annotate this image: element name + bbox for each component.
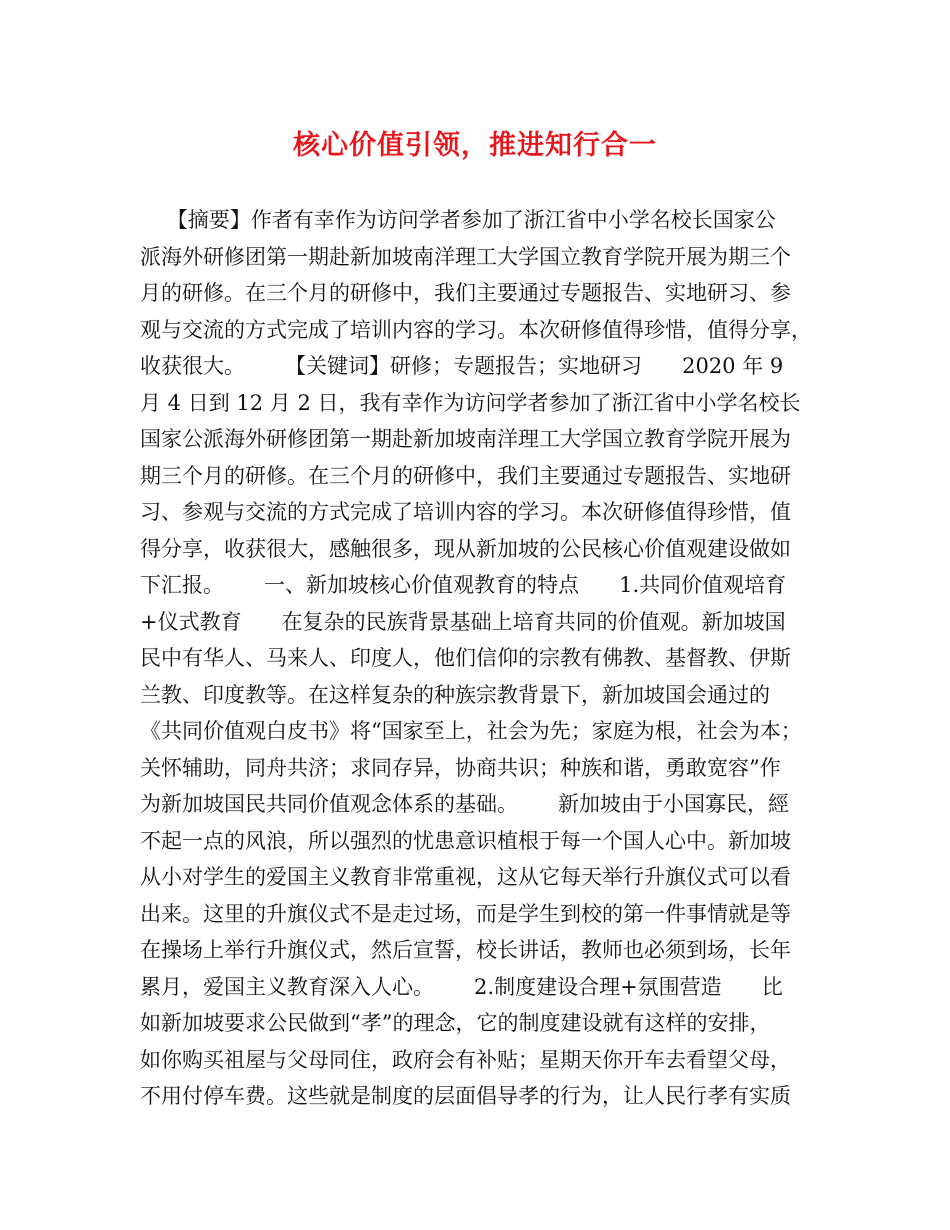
body-line: 观与交流的方式完成了培训内容的学习。本次研修值得珍惜，值得分享，: [140, 317, 812, 342]
body-line: 如你购买祖屋与父母同住，政府会有补贴；星期天你开车去看望父母，: [140, 1047, 791, 1072]
body-line: 不起一点的风浪，所以强烈的忧患意识植根于每一个国人心中。新加坡: [140, 828, 791, 853]
body-line: 期三个月的研修。在三个月的研修中，我们主要通过专题报告、实地研: [140, 463, 791, 488]
body-line: 从小对学生的爱国主义教育非常重视，这从它每天举行升旗仪式可以看: [140, 865, 791, 889]
body-line: 月的研修。在三个月的研修中，我们主要通过专题报告、实地研习、参: [140, 281, 791, 305]
document-title: 核心价值引领，推进知行合一: [293, 130, 657, 161]
body-line: 出来。这里的升旗仪式不是走过场，而是学生到校的第一件事情就是等: [140, 901, 791, 926]
body-line: 收获很大。 【关键词】研修；专题报告；实地研习 2020 年 9: [140, 354, 784, 378]
body-line: 在操场上举行升旗仪式，然后宣誓，校长讲话，教师也必须到场，长年: [140, 938, 791, 962]
body-line: 下汇报。 一、新加坡核心价值观教育的特点 1.共同价值观培育: [140, 573, 787, 597]
body-line: 《共同价值观白皮书》将“国家至上，社会为先；家庭为根，社会为本；: [140, 719, 802, 743]
body-line: 月 4 日到 12 月 2 日，我有幸作为访问学者参加了浙江省中小学名校长: [140, 390, 801, 415]
body-line: 不用付停车费。这些就是制度的层面倡导孝的行为，让人民行孝有实质: [140, 1084, 791, 1108]
body-line: 派海外研修团第一期赴新加坡南洋理工大学国立教育学院开展为期三个: [140, 244, 791, 269]
body-line: 民中有华人、马来人、印度人，他们信仰的宗教有佛教、基督教、伊斯: [140, 646, 791, 670]
body-line: 习、参观与交流的方式完成了培训内容的学习。本次研修值得珍惜，值: [140, 500, 791, 524]
body-line: 如新加坡要求公民做到“孝”的理念，它的制度建设就有这样的安排，: [140, 1011, 771, 1035]
body-line: 【摘要】作者有幸作为访问学者参加了浙江省中小学名校长国家公: [140, 208, 776, 232]
body-line: 为新加坡国民共同价值观念体系的基础。 新加坡由于小国寡民，經: [140, 792, 790, 816]
body-line: 兰教、印度教等。在这样复杂的种族宗教背景下，新加坡国会通过的: [140, 682, 770, 707]
document-body: [140, 202, 820, 1115]
body-line: 关怀辅助，同舟共济；求同存异，协商共识；种族和谐，勇敢宽容”作: [140, 755, 781, 780]
body-line: 国家公派海外研修团第一期赴新加坡南洋理工大学国立教育学院开展为: [140, 427, 791, 451]
body-line: 累月，爱国主义教育深入人心。 2.制度建设合理+氛围营造 比: [140, 974, 783, 999]
body-line: +仪式教育 在复杂的民族背景基础上培育共同的价值观。新加坡国: [140, 609, 786, 634]
body-line: 得分享，收获很大，感触很多，现从新加坡的公民核心价值观建设做如: [140, 536, 791, 561]
